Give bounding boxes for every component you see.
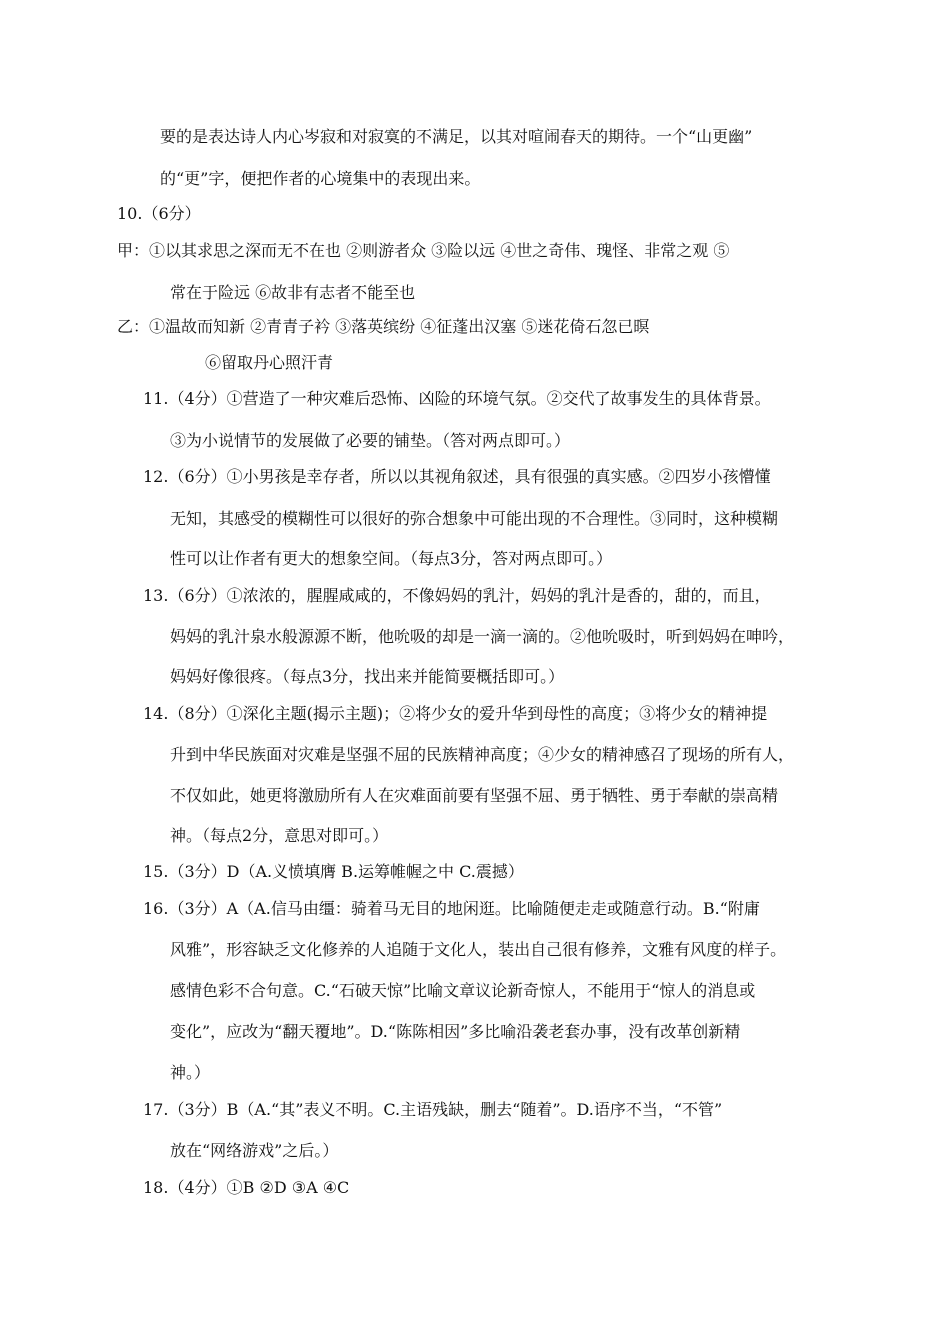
answer-item: 14.（8分）①深化主题(揭示主题)；②将少女的爱升华到母性的高度；③将少女的精神提 <box>143 704 768 723</box>
text-line: 常在于险远 ⑥故非有志者不能至也 <box>170 283 416 302</box>
answer-item: 12.（6分）①小男孩是幸存者，所以以其视角叙述，具有很强的真实感。②四岁小孩懵懂 <box>143 467 771 486</box>
text-line: 放在“网络游戏”之后。） <box>170 1141 339 1160</box>
answer-item: 15.（3分）D（A.义愤填膺 B.运筹帷幄之中 C.震撼） <box>143 862 524 881</box>
answer-item: 13.（6分）①浓浓的，腥腥咸咸的，不像妈妈的乳汁，妈妈的乳汁是香的，甜的，而且， <box>143 586 771 605</box>
answer-item: 11.（4分）①营造了一种灾难后恐怖、凶险的环境气氛。②交代了故事发生的具体背景。 <box>143 389 771 408</box>
text-line: 乙：①温故而知新 ②青青子衿 ③落英缤纷 ④征蓬出汉塞 ⑤迷花倚石忽已暝 <box>117 317 650 336</box>
answer-item: 17.（3分）B（A.“其”表义不明。C.主语残缺，删去“随着”。D.语序不当，“不管” <box>143 1100 723 1119</box>
question-header: 10.（6分） <box>117 204 201 223</box>
text-line: 要的是表达诗人内心岑寂和对寂寞的不满足，以其对喧闹春天的期待。一个“山更幽” <box>160 127 753 146</box>
text-line: 无知，其感受的模糊性可以很好的弥合想象中可能出现的不合理性。③同时，这种模糊 <box>170 509 779 528</box>
answer-item: 18.（4分）①B ②D ③A ④C <box>143 1178 350 1197</box>
text-line: 感情色彩不合句意。C.“石破天惊”比喻文章议论新奇惊人，不能用于“惊人的消息或 <box>170 981 756 1000</box>
text-line: 神。（每点2分，意思对即可。） <box>170 826 389 845</box>
answer-item: 16.（3分）A（A.信马由缰：骑着马无目的地闲逛。比喻随便走走或随意行动。B.“附庸 <box>143 899 760 918</box>
text-line: 妈妈好像很疼。（每点3分，找出来并能简要概括即可。） <box>170 667 565 686</box>
text-line: 性可以让作者有更大的想象空间。（每点3分，答对两点即可。） <box>170 549 613 568</box>
text-line: 升到中华民族面对灾难是坚强不屈的民族精神高度；④少女的精神感召了现场的所有人， <box>170 745 795 764</box>
text-line: 不仅如此，她更将激励所有人在灾难面前要有坚强不屈、勇于牺牲、勇于奉献的崇高精 <box>170 786 779 805</box>
text-line: 神。） <box>170 1063 211 1082</box>
text-line: 妈妈的乳汁泉水般源源不断，他吮吸的却是一滴一滴的。②他吮吸时，听到妈妈在呻吟， <box>170 627 795 646</box>
text-line: 的“更”字，便把作者的心境集中的表现出来。 <box>160 169 481 188</box>
text-line: 甲：①以其求思之深而无不在也 ②则游者众 ③险以远 ④世之奇伟、瑰怪、非常之观 ⑤ <box>117 241 730 260</box>
text-line: ⑥留取丹心照汗青 <box>205 353 334 372</box>
text-line: 风雅”，形容缺乏文化修养的人追随于文化人，装出自己很有修养，文雅有风度的样子。 <box>170 940 787 959</box>
text-line: ③为小说情节的发展做了必要的铺垫。（答对两点即可。） <box>170 431 571 450</box>
text-line: 变化”，应改为“翻天覆地”。D.“陈陈相因”多比喻沿袭老套办事，没有改革创新精 <box>170 1022 741 1041</box>
